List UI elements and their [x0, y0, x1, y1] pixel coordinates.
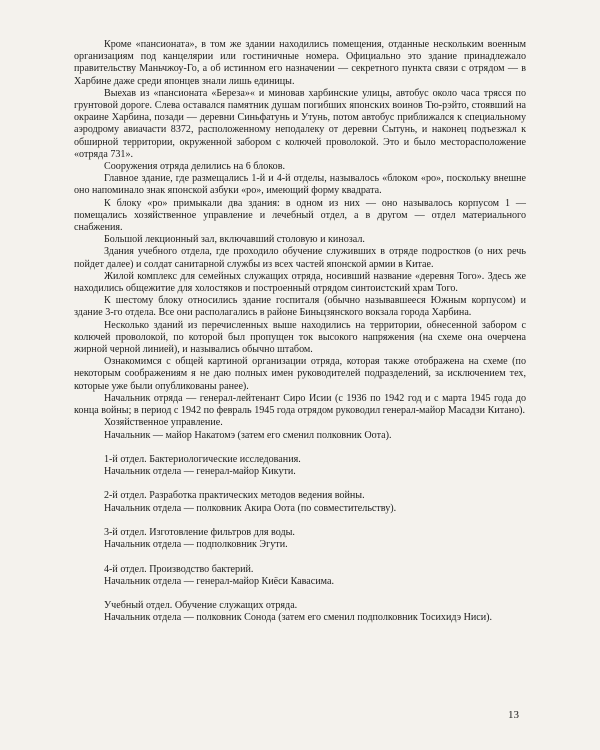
department-entry — [74, 527, 526, 551]
department-entry — [74, 417, 526, 441]
paragraph-11: Ознакомимся с общей картиной организации отряда, которая также отображена на схеме (по некоторым соображениям я не даю полных имен руководителей подразделений, за исключением тех, которые уже были опубликованы ранее). — [74, 356, 526, 392]
department-list — [74, 417, 526, 624]
paragraph-8: Жилой комплекс для семейных служащих отряда, носивший название «деревня Того». Здесь же находились общежитие для холостяков и построенный отрядом синтоистский храм Того. — [74, 270, 526, 295]
department-entry — [74, 454, 526, 478]
department-entry — [74, 600, 526, 624]
department-title: 4-й отдел. Производство бактерий. — [104, 563, 254, 575]
department-entry — [74, 564, 526, 588]
department-title: 2-й отдел. Разработка практических методов ведения войны. — [104, 490, 365, 502]
department-chief: Начальник отдела — полковник Сонода (затем его сменил подполковник Тосихидэ Ниси). — [104, 612, 493, 624]
paragraph-9: К шестому блоку относились здание госпиталя (обычно называвшееся Южным корпусом) и здание 3-го отдела. Все они располагались в районе Биньцзянского вокзала города Харбина. — [74, 295, 526, 319]
department-title: Хозяйственное управление. — [104, 417, 223, 429]
paragraph-1: Кроме «пансионата», в том же здании находились помещения, отданные нескольким военным организациям под канцелярии или гостиничные номера. Официально это здание принадлежало правительству Маньчжоу-Го, а об истинном его назначении — секретного пункта связи с отрядом — в Харбине даже среди японцев знали лишь единицы. — [74, 39, 526, 87]
department-chief: Начальник отдела — подполковник Эгути. — [104, 539, 288, 551]
paragraph-5: К блоку «ро» примыкали два здания: в одном из них — оно называлось корпусом 1 — помещались хозяйственное управление и лечебный отдел, а в другом — отдел материального снабжения. — [74, 197, 526, 234]
department-title: 3-й отдел. Изготовление фильтров для воды. — [104, 527, 295, 539]
page-body — [74, 39, 526, 637]
department-title: Учебный отдел. Обучение служащих отряда. — [104, 600, 298, 612]
department-chief: Начальник отдела — генерал-майор Кикути. — [104, 466, 296, 478]
paragraph-4: Главное здание, где размещались 1-й и 4-й отделы, называлось «блоком «ро», поскольку внешне оно напоминало знак японской азбуки «ро», имеющий форму квадрата. — [74, 173, 526, 197]
paragraph-3: Сооружения отряда делились на 6 блоков. — [104, 161, 285, 173]
department-entry — [74, 490, 526, 514]
department-chief: Начальник отдела — генерал-майор Киёси Кавасима. — [104, 575, 334, 587]
paragraph-10: Несколько зданий из перечисленных выше находились на территории, обнесенной забором с колючей проволокой, по которой был пропущен ток высокого напряжения (на схеме она очерчена жирной черной линией), и назывались обычно штабом. — [74, 319, 526, 356]
paragraph-12: Начальник отряда — генерал-лейтенант Сиро Исии (с 1936 по 1942 год и с марта 1945 года до конца войны; в период с 1942 по февраль 1945 года отрядом руководил генерал-майор Масадзи Китано). — [74, 392, 526, 417]
paragraph-2: Выехав из «пансионата «Береза»« и миновав харбинские улицы, автобус около часа трясся по грунтовой дороге. Слева оставался памятник душам погибших японских воинов Тю-рэйто, стоявший на окраине Харбина, позади — деревни Синьфатунь и Утунь, потом автобус приближался к специальному аэродрому авиачасти 8372, расположенному неподалеку от деревни Сытунь, и наконец подъезжал к обширной территории, окруженной забором с колючей проволокой. Это и было месторасположение «отряда 731». — [74, 87, 526, 160]
department-chief: Начальник отдела — полковник Акира Оота (по совместительству). — [104, 502, 397, 514]
page-number: 13 — [508, 709, 519, 721]
department-title: 1-й отдел. Бактериологические исследования. — [104, 453, 301, 465]
department-chief: Начальник — майор Накатомэ (затем его сменил полковник Оота). — [104, 429, 392, 441]
paragraph-7: Здания учебного отдела, где проходило обучение служивших в отряде подростков (о них речь пойдет далее) и солдат санитарной службы из всех частей японской армии в Китае. — [74, 246, 526, 270]
paragraph-6: Большой лекционный зал, включавший столовую и кинозал. — [104, 234, 365, 246]
